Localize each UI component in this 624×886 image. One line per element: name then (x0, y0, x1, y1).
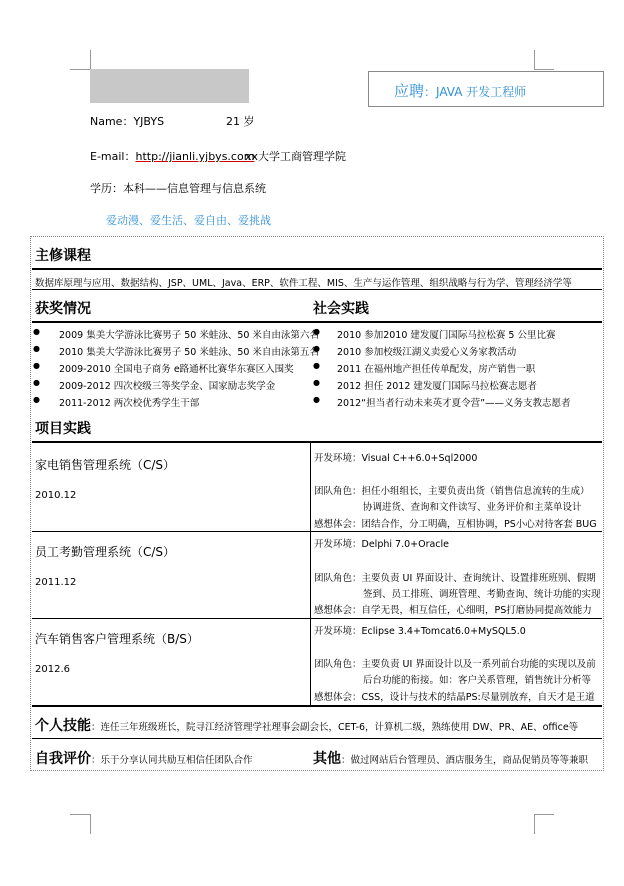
role-label: 团队角色： (314, 573, 362, 584)
divider (32, 321, 602, 323)
social-item: ● 2011 在福州地产担任传单配发，房产销售一职 (313, 361, 535, 375)
project-name: 汽车销售客户管理系统（B/S） (35, 632, 199, 646)
feel-label: 感想体会： (314, 519, 362, 530)
feel-label: 感想体会： (314, 692, 362, 703)
env-value: Eclipse 3.4+Tomcat6.0+MySQL5.0 (361, 626, 526, 637)
divider (32, 705, 602, 707)
social-item: ● 2010 参加2010 建发厦门国际马拉松赛 5 公里比赛 (313, 327, 555, 341)
other-title: 其他 (313, 751, 341, 767)
crop-mark (534, 50, 535, 70)
email-label: E-mail： (90, 150, 136, 163)
email-link[interactable]: http://jianli.yjbys.com (135, 150, 255, 163)
social-item: ● 2012 担任 2012 建发厦门国际马拉松赛志愿者 (313, 378, 537, 392)
column-separator (310, 443, 311, 705)
skills-title: 个人技能 (35, 718, 91, 734)
project-role (314, 656, 596, 670)
project-env (314, 450, 477, 464)
divider (32, 531, 602, 532)
project-env (314, 623, 526, 637)
school: xx大学工商管理学院 (245, 150, 347, 163)
project-name: 家电销售管理系统（C/S） (35, 458, 176, 472)
divider (32, 268, 602, 270)
env-label: 开发环境： (314, 626, 362, 637)
env-value: Delphi 7.0+Oracle (361, 539, 450, 550)
award-item: ● 2009-2010 全国电子商务 e路通杯比赛华东赛区入围奖 (33, 361, 294, 375)
divider (32, 618, 602, 619)
project-feel (314, 689, 595, 703)
project-date: 2010.12 (35, 490, 77, 501)
awards-title: 获奖情况 (35, 301, 91, 317)
project-env (314, 536, 449, 550)
crop-mark (70, 814, 90, 815)
project-role-cont: 签到、员工排班、调班管理、考勤查询、统计功能的实现 (363, 589, 601, 600)
self-eval-line (35, 748, 253, 768)
role-value: 主要负责 UI 界面设计以及一系列前台功能的实现以及前 (361, 659, 596, 670)
feel-label: 感想体会： (314, 605, 362, 616)
crop-mark (90, 814, 91, 834)
crop-mark (534, 814, 535, 834)
courses-content: 数据库原理与应用、数据结构、JSP、UML、Java、ERP、软件工程、MIS、生产与运作管理、组织战略与行为学、管理经济学等 (35, 278, 572, 289)
apply-position: ：JAVA 开发工程师 (424, 85, 527, 99)
role-label: 团队角色： (314, 659, 362, 670)
courses-title: 主修课程 (35, 248, 91, 264)
env-label: 开发环境： (314, 539, 362, 550)
other-line (313, 748, 588, 768)
env-label: 开发环境： (314, 453, 362, 464)
divider (32, 289, 602, 290)
role-value: 担任小组组长，主要负责出货（销售信息流转的生成） (361, 486, 590, 497)
project-feel (314, 602, 592, 616)
crop-mark (90, 50, 91, 70)
skills-line (35, 715, 578, 735)
name-line: Name：YJBYS (90, 115, 165, 128)
feel-value: CSS，设计与技术的结晶PS:尽量别放弃，自天才是王道 (361, 692, 595, 703)
other-content: ：做过网站后台管理员、酒店服务生，商品促销员等等兼职 (341, 755, 589, 766)
header-bar (90, 69, 249, 103)
project-feel (314, 516, 597, 530)
education: 学历：本科——信息管理与信息系统 (90, 182, 266, 195)
hobbies: 爱动漫、爱生活、爱自由、爱挑战 (106, 214, 271, 227)
project-role (314, 570, 596, 584)
project-name: 员工考勤管理系统（C/S） (35, 545, 176, 559)
env-value: Visual C++6.0+Sql2000 (361, 453, 478, 464)
email-line (90, 148, 254, 164)
award-item: ● 2009 集美大学游泳比赛男子 50 米蛙泳、50 米自由泳第六名 (33, 327, 319, 341)
crop-mark (534, 814, 554, 815)
award-item: ● 2009-2012 四次校级三等奖学金、国家励志奖学金 (33, 378, 275, 392)
role-label: 团队角色： (314, 486, 362, 497)
divider (32, 441, 602, 443)
award-item: ● 2010 集美大学游泳比赛男子 50 米蛙泳、50 米自由泳第五名 (33, 344, 319, 358)
apply-prefix: 应聘 (394, 82, 425, 100)
projects-title: 项目实践 (35, 421, 91, 437)
crop-mark (534, 69, 554, 70)
project-role (314, 483, 590, 497)
skills-content: ：连任三年班级班长，院寻江经济管理学社理事会副会长，CET-6，计算机二级，熟练使用 DW、PR、AE、office等 (91, 722, 579, 733)
project-role-cont: 后台功能的衔接。如：客户关系管理，销售统计分析等 (363, 675, 592, 686)
self-eval-content: ：乐于分享认同共励互相信任团队合作 (91, 755, 253, 766)
role-value: 主要负责 UI 界面设计、查询统计、设置排班班别、假期 (361, 573, 596, 584)
feel-value: 自学无畏，相互信任，心细明，PS打磨协同提高效能力 (361, 605, 592, 616)
crop-mark (70, 69, 90, 70)
apply-title (394, 80, 526, 101)
self-eval-title: 自我评价 (35, 751, 91, 767)
project-role-cont: 协调进货、查询和文件读写、业务评价和主菜单设计 (363, 502, 582, 513)
age: 21 岁 (226, 115, 255, 128)
social-title: 社会实践 (313, 301, 369, 317)
feel-value: 团结合作，分工明确，互相协调，PS小心对待客套 BUG (361, 519, 597, 530)
social-item: ● 2012“担当者行动未来英才夏令营”——义务支教志愿者 (313, 395, 571, 409)
project-date: 2012.6 (35, 664, 70, 675)
award-item: ● 2011-2012 两次校优秀学生干部 (33, 395, 199, 409)
divider (32, 738, 602, 739)
project-date: 2011.12 (35, 577, 77, 588)
social-item: ● 2010 参加校级江湖义卖爱心义务家教活动 (313, 344, 516, 358)
